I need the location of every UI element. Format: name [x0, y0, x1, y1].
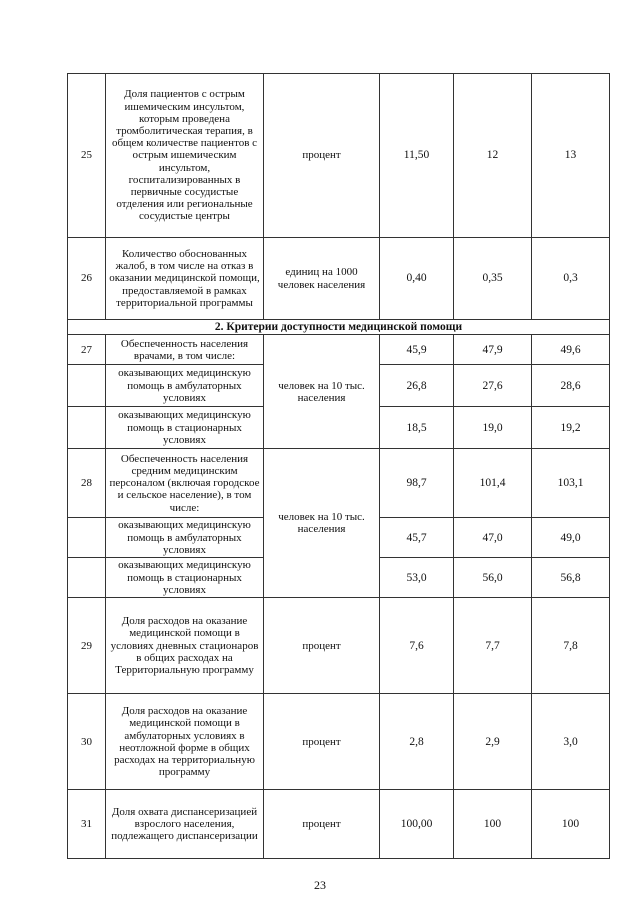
empty-cell	[68, 407, 106, 449]
empty-cell	[68, 558, 106, 598]
value-cell: 49,6	[532, 335, 610, 365]
value-cell: 0,3	[532, 238, 610, 320]
value-cell: 2,8	[380, 694, 454, 790]
row-number: 26	[68, 238, 106, 320]
value-cell: 45,9	[380, 335, 454, 365]
row-number: 27	[68, 335, 106, 365]
value-cell: 100,00	[380, 790, 454, 859]
table-row	[68, 449, 610, 518]
unit-cell: единиц на 1000 человек населения	[264, 238, 380, 320]
value-cell: 45,7	[380, 518, 454, 558]
indicator-name: Обеспеченность населения средним медицинским персоналом (включая городское и сельское население), в том числе:	[106, 449, 264, 518]
value-cell: 7,8	[532, 598, 610, 694]
row-number: 29	[68, 598, 106, 694]
value-cell: 49,0	[532, 518, 610, 558]
section-title: 2. Критерии доступности медицинской помощи	[68, 320, 610, 335]
value-cell: 26,8	[380, 365, 454, 407]
value-cell: 13	[532, 74, 610, 238]
empty-cell	[68, 365, 106, 407]
row-number: 28	[68, 449, 106, 518]
page-number: 23	[314, 878, 326, 892]
table-row	[68, 790, 610, 859]
value-cell: 12	[454, 74, 532, 238]
unit-cell: процент	[264, 598, 380, 694]
table-row	[68, 598, 610, 694]
value-cell: 47,0	[454, 518, 532, 558]
section-header-row	[68, 320, 610, 335]
indicator-name: Доля пациентов с острым ишемическим инсультом, которым проведена тромболитическая терапия, в общем количестве пациентов с острым ишемическим инсультом, госпитализированных в первичные сосудистые отделения или региональные сосудистые центры	[106, 74, 264, 238]
value-cell: 100	[454, 790, 532, 859]
value-cell: 19,2	[532, 407, 610, 449]
value-cell: 47,9	[454, 335, 532, 365]
value-cell: 7,6	[380, 598, 454, 694]
value-cell: 2,9	[454, 694, 532, 790]
row-number: 31	[68, 790, 106, 859]
indicator-name: Количество обоснованных жалоб, в том числе на отказ в оказании медицинской помощи, предоставляемой в рамках территориальной программы	[106, 238, 264, 320]
value-cell: 0,40	[380, 238, 454, 320]
indicators-table	[67, 73, 610, 859]
indicator-name: оказывающих медицинскую помощь в стационарных условиях	[106, 407, 264, 449]
unit-cell: процент	[264, 790, 380, 859]
value-cell: 19,0	[454, 407, 532, 449]
table-row	[68, 335, 610, 365]
unit-cell: человек на 10 тыс. населения	[264, 335, 380, 449]
indicator-name: Доля расходов на оказание медицинской помощи в условиях дневных стационаров в общих расходах на Территориальную программу	[106, 598, 264, 694]
table-row	[68, 238, 610, 320]
empty-cell	[68, 518, 106, 558]
value-cell: 28,6	[532, 365, 610, 407]
value-cell: 101,4	[454, 449, 532, 518]
value-cell: 7,7	[454, 598, 532, 694]
indicator-name: оказывающих медицинскую помощь в амбулаторных условиях	[106, 365, 264, 407]
value-cell: 0,35	[454, 238, 532, 320]
value-cell: 11,50	[380, 74, 454, 238]
row-number: 30	[68, 694, 106, 790]
row-number: 25	[68, 74, 106, 238]
indicator-name: оказывающих медицинскую помощь в амбулаторных условиях	[106, 518, 264, 558]
value-cell: 100	[532, 790, 610, 859]
unit-cell: процент	[264, 74, 380, 238]
value-cell: 53,0	[380, 558, 454, 598]
unit-cell: человек на 10 тыс. населения	[264, 449, 380, 598]
value-cell: 103,1	[532, 449, 610, 518]
indicator-name: оказывающих медицинскую помощь в стационарных условиях	[106, 558, 264, 598]
table-row	[68, 694, 610, 790]
value-cell: 98,7	[380, 449, 454, 518]
indicator-name: Доля охвата диспансеризацией взрослого населения, подлежащего диспансеризации	[106, 790, 264, 859]
value-cell: 56,8	[532, 558, 610, 598]
value-cell: 27,6	[454, 365, 532, 407]
value-cell: 18,5	[380, 407, 454, 449]
value-cell: 3,0	[532, 694, 610, 790]
table-row	[68, 74, 610, 238]
indicator-name: Доля расходов на оказание медицинской помощи в амбулаторных условиях в неотложной форме в общих расходах на территориальную программу	[106, 694, 264, 790]
value-cell: 56,0	[454, 558, 532, 598]
indicator-name: Обеспеченность населения врачами, в том числе:	[106, 335, 264, 365]
unit-cell: процент	[264, 694, 380, 790]
